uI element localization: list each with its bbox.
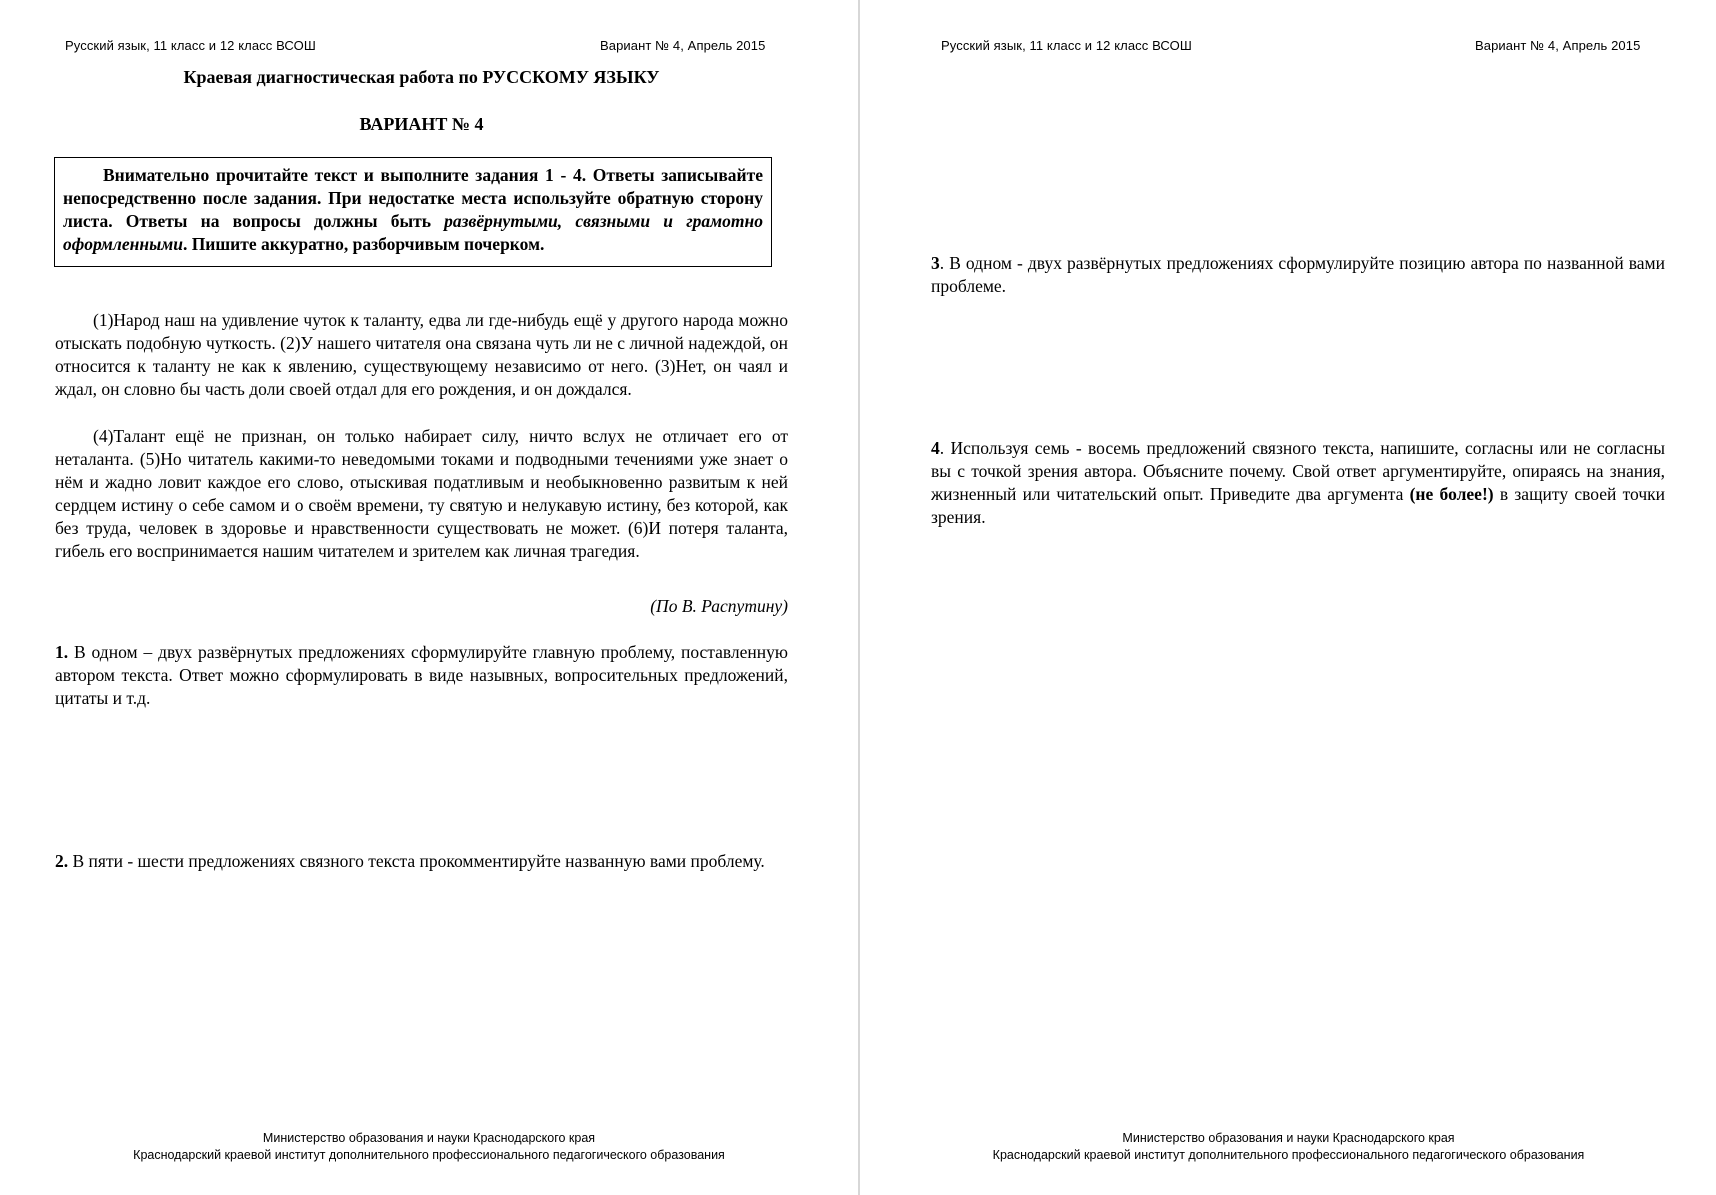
footer-institute-right: Краснодарский краевой институт дополнительного профессионального педагогического образования xyxy=(992,1148,1585,1162)
footer-ministry: Министерство образования и науки Краснодарского края xyxy=(262,1131,596,1145)
header-subject-right: Русский язык, 11 класс и 12 класс ВСОШ xyxy=(941,38,1192,53)
footer-left xyxy=(0,1130,858,1164)
task-1-number: 1. xyxy=(55,642,69,662)
text-paragraph-1: (1)Народ наш на удивление чуток к таланту, едва ли где-нибудь ещё у другого народа можно отыскать подобную чуткость. (2)У нашего читателя она связана чуть ли не с личной надеждой, он относится к таланту не как к явлению, существующему независимо от него. (3)Нет, он чаял и ждал, он словно бы часть доли своей отдал для его рождения, и он дождался. xyxy=(55,310,788,399)
footer-institute: Краснодарский краевой институт дополнительного профессионального педагогического образования xyxy=(133,1148,725,1162)
footer-right xyxy=(861,1130,1716,1164)
header-variant-date: Вариант № 4, Апрель 2015 xyxy=(600,38,766,53)
instruction-text: Внимательно прочитайте текст и выполните задания 1 - 4. Ответы записывайте непосредственно после задания. При недостатке места используйте обратную сторону листа. Ответы на вопросы должны быть xyxy=(63,165,763,231)
task-2-number: 2. xyxy=(55,851,69,871)
attribution: (По В. Распутину) xyxy=(650,596,788,616)
page-right xyxy=(861,0,1716,1195)
task-2 xyxy=(55,850,788,873)
instruction-tail: . Пишите аккуратно, разборчивым почерком. xyxy=(182,234,545,254)
task-4-emphasis: (не более!) xyxy=(1409,484,1494,504)
task-4-tail: в защиту своей точки зрения. xyxy=(931,484,1666,527)
header-subject: Русский язык, 11 класс и 12 класс ВСОШ xyxy=(65,38,316,53)
instruction-italic: развёрнутыми, связными и грамотно оформленными xyxy=(63,211,763,254)
variant-title: ВАРИАНТ № 4 xyxy=(359,114,484,134)
document-title: Краевая диагностическая работа по РУССКОМУ ЯЗЫКУ xyxy=(183,67,660,87)
task-3-text: . В одном - двух развёрнутых предложениях сформулируйте позицию автора по названной вами проблеме. xyxy=(931,253,1665,296)
task-2-text: В пяти - шести предложениях связного текста прокомментируйте названную вами проблему. xyxy=(68,851,765,871)
task-3-number: 3 xyxy=(931,253,940,273)
footer-ministry-right: Министерство образования и науки Краснодарского края xyxy=(1122,1131,1455,1145)
task-3 xyxy=(931,252,1665,298)
task-4 xyxy=(931,437,1665,529)
page-divider xyxy=(858,0,860,1195)
task-1 xyxy=(55,641,788,710)
text-paragraph-2: (4)Талант ещё не признан, он только набирает силу, ничто вслух не отличает его от неталанта. (5)Но читатель какими-то неведомыми токами и подводными течениями уже знает о нём и жадно ловит каждое его слово, отыскивая податливым и необыкновенно развитым к ней сердцем истину о себе самом и о своём времени, ту святую и нелукавую истину, без которой, как без труда, человек в здоровье и нравственности существовать не может. (6)И потеря таланта, гибель его воспринимается нашим читателем и зрителем как личная трагедия. xyxy=(55,426,788,561)
instruction-box xyxy=(54,157,772,267)
task-1-text: В одном – двух развёрнутых предложениях сформулируйте главную проблему, поставленную автором текста. Ответ можно сформулировать в виде назывных, вопросительных предложений, цитаты и т.д. xyxy=(55,642,788,708)
header-variant-date-right: Вариант № 4, Апрель 2015 xyxy=(1475,38,1641,53)
task-4-number: 4 xyxy=(931,438,940,458)
task-4-text: . Используя семь - восемь предложений связного текста, напишите, согласны или не согласны вы с точкой зрения автора. Объясните почему. Свой ответ аргументируйте, опираясь на знания, жизненный или читательский опыт. Приведите два аргумента xyxy=(931,438,1665,504)
